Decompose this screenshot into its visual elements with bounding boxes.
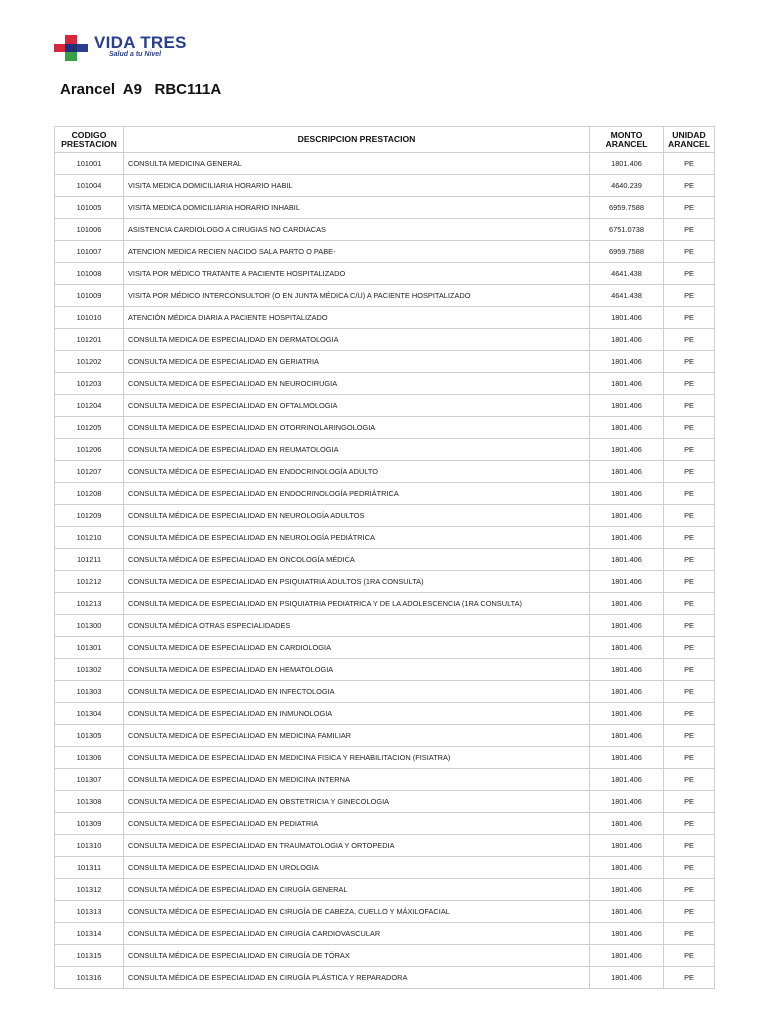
document-title: Arancel A9 RBC111A: [60, 81, 222, 98]
row-description: CONSULTA MÉDICA OTRAS ESPECIALIDADES: [124, 615, 590, 637]
row-description: CONSULTA MÉDICA DE ESPECIALIDAD EN ENDOCRINOLOGÍA ADULTO: [124, 461, 590, 483]
row-description: CONSULTA MÉDICA DE ESPECIALIDAD EN NEUROLOGÍA PEDIÁTRICA: [124, 527, 590, 549]
row-unit: PE: [664, 505, 715, 527]
row-unit: PE: [664, 439, 715, 461]
logo: [52, 34, 92, 62]
row-unit: PE: [664, 329, 715, 351]
row-description: CONSULTA MÉDICA DE ESPECIALIDAD EN CIRUGÍA DE TÓRAX: [124, 945, 590, 967]
row-unit: PE: [664, 747, 715, 769]
table-row: [55, 263, 715, 285]
tariff-table: [54, 126, 715, 989]
row-amount: 1801.406: [590, 901, 664, 923]
row-code: 101316: [55, 967, 124, 989]
row-code: 101202: [55, 351, 124, 373]
table-row: [55, 373, 715, 395]
row-unit: PE: [664, 263, 715, 285]
row-code: 101310: [55, 835, 124, 857]
row-code: 101205: [55, 417, 124, 439]
row-code: 101208: [55, 483, 124, 505]
row-amount: 1801.406: [590, 637, 664, 659]
row-description: CONSULTA MÉDICA DE ESPECIALIDAD EN ONCOLOGÍA MÉDICA: [124, 549, 590, 571]
table-row: [55, 769, 715, 791]
row-description: CONSULTA MEDICA DE ESPECIALIDAD EN PEDIATRIA: [124, 813, 590, 835]
row-amount: 4641.438: [590, 285, 664, 307]
table-row: [55, 923, 715, 945]
table-row: [55, 593, 715, 615]
row-amount: 1801.406: [590, 153, 664, 175]
table-row: [55, 549, 715, 571]
row-amount: 1801.406: [590, 549, 664, 571]
table-row: [55, 813, 715, 835]
row-unit: PE: [664, 417, 715, 439]
row-amount: 6751.0738: [590, 219, 664, 241]
column-header-code: CODIGO PRESTACION: [55, 127, 124, 153]
row-description: VISITA POR MÉDICO INTERCONSULTOR (O EN JUNTA MÉDICA C/U) A PACIENTE HOSPITALIZADO: [124, 285, 590, 307]
row-unit: PE: [664, 373, 715, 395]
row-unit: PE: [664, 813, 715, 835]
row-amount: 6959.7588: [590, 197, 664, 219]
row-amount: 1801.406: [590, 945, 664, 967]
row-description: CONSULTA MEDICA DE ESPECIALIDAD EN OTORRINOLARINGOLOGIA: [124, 417, 590, 439]
row-amount: 1801.406: [590, 703, 664, 725]
row-code: 101008: [55, 263, 124, 285]
table-row: [55, 153, 715, 175]
row-code: 101004: [55, 175, 124, 197]
row-code: 101304: [55, 703, 124, 725]
table-row: [55, 967, 715, 989]
row-unit: PE: [664, 659, 715, 681]
row-code: 101001: [55, 153, 124, 175]
row-amount: 1801.406: [590, 791, 664, 813]
table-row: [55, 703, 715, 725]
table-row: [55, 483, 715, 505]
row-code: 101005: [55, 197, 124, 219]
row-amount: 1801.406: [590, 769, 664, 791]
row-code: 101315: [55, 945, 124, 967]
row-description: CONSULTA MÉDICA DE ESPECIALIDAD EN CIRUGÍA DE CABEZA, CUELLO Y MÁXILOFACIAL: [124, 901, 590, 923]
row-amount: 1801.406: [590, 417, 664, 439]
row-description: CONSULTA MÉDICA DE ESPECIALIDAD EN CIRUGÍA GENERAL: [124, 879, 590, 901]
table-row: [55, 835, 715, 857]
row-description: CONSULTA MEDICA DE ESPECIALIDAD EN DERMATOLOGIA: [124, 329, 590, 351]
table-row: [55, 901, 715, 923]
table-row: [55, 461, 715, 483]
row-description: CONSULTA MÉDICA DE ESPECIALIDAD EN NEUROLOGÍA ADULTOS: [124, 505, 590, 527]
row-code: 101300: [55, 615, 124, 637]
row-amount: 4641.438: [590, 263, 664, 285]
row-code: 101302: [55, 659, 124, 681]
row-code: 101206: [55, 439, 124, 461]
table-row: [55, 681, 715, 703]
row-unit: PE: [664, 593, 715, 615]
row-description: ATENCIÓN MÉDICA DIARIA A PACIENTE HOSPITALIZADO: [124, 307, 590, 329]
row-description: CONSULTA MEDICA DE ESPECIALIDAD EN PSIQUIATRIA ADULTOS (1RA CONSULTA): [124, 571, 590, 593]
row-code: 101210: [55, 527, 124, 549]
row-unit: PE: [664, 681, 715, 703]
row-description: CONSULTA MÉDICA DE ESPECIALIDAD EN CIRUGÍA PLÁSTICA Y REPARADORA: [124, 967, 590, 989]
row-description: CONSULTA MEDICA DE ESPECIALIDAD EN OFTALMOLOGIA: [124, 395, 590, 417]
row-amount: 1801.406: [590, 835, 664, 857]
row-description: CONSULTA MEDICA DE ESPECIALIDAD EN MEDICINA FISICA Y REHABILITACION (FISIATRA): [124, 747, 590, 769]
row-description: CONSULTA MEDICA DE ESPECIALIDAD EN TRAUMATOLOGIA Y ORTOPEDIA: [124, 835, 590, 857]
table-row: [55, 747, 715, 769]
row-amount: 4640.239: [590, 175, 664, 197]
row-description: CONSULTA MEDICA DE ESPECIALIDAD EN CARDIOLOGIA: [124, 637, 590, 659]
row-code: 101207: [55, 461, 124, 483]
row-description: CONSULTA MEDICA DE ESPECIALIDAD EN HEMATOLOGIA: [124, 659, 590, 681]
row-description: CONSULTA MEDICA DE ESPECIALIDAD EN GERIATRIA: [124, 351, 590, 373]
row-unit: PE: [664, 725, 715, 747]
table-row: [55, 307, 715, 329]
row-amount: 1801.406: [590, 593, 664, 615]
row-amount: 1801.406: [590, 813, 664, 835]
table-row: [55, 439, 715, 461]
column-header-amount: MONTO ARANCEL: [590, 127, 664, 153]
row-unit: PE: [664, 241, 715, 263]
row-unit: PE: [664, 923, 715, 945]
row-code: 101204: [55, 395, 124, 417]
row-unit: PE: [664, 571, 715, 593]
row-amount: 1801.406: [590, 923, 664, 945]
table-row: [55, 351, 715, 373]
row-code: 101313: [55, 901, 124, 923]
row-code: 101007: [55, 241, 124, 263]
row-amount: 1801.406: [590, 747, 664, 769]
row-amount: 1801.406: [590, 967, 664, 989]
row-description: ATENCION MEDICA RECIEN NACIDO SALA PARTO O PABE-: [124, 241, 590, 263]
row-code: 101305: [55, 725, 124, 747]
table-row: [55, 945, 715, 967]
row-description: CONSULTA MEDICA DE ESPECIALIDAD EN PSIQUIATRIA PEDIATRICA Y DE LA ADOLESCENCIA (1RA CONSULTA): [124, 593, 590, 615]
row-amount: 1801.406: [590, 725, 664, 747]
row-code: 101309: [55, 813, 124, 835]
row-amount: 1801.406: [590, 659, 664, 681]
row-amount: 1801.406: [590, 395, 664, 417]
row-amount: 1801.406: [590, 527, 664, 549]
row-unit: PE: [664, 395, 715, 417]
table-body: [55, 153, 715, 989]
row-unit: PE: [664, 769, 715, 791]
row-amount: 1801.406: [590, 879, 664, 901]
row-unit: PE: [664, 527, 715, 549]
row-amount: 1801.406: [590, 483, 664, 505]
row-code: 101006: [55, 219, 124, 241]
column-header-description: DESCRIPCION PRESTACION: [124, 127, 590, 153]
row-code: 101301: [55, 637, 124, 659]
table-row: [55, 527, 715, 549]
row-code: 101308: [55, 791, 124, 813]
row-unit: PE: [664, 901, 715, 923]
row-amount: 1801.406: [590, 505, 664, 527]
row-amount: 1801.406: [590, 373, 664, 395]
row-description: VISITA POR MÉDICO TRATANTE A PACIENTE HOSPITALIZADO: [124, 263, 590, 285]
row-description: CONSULTA MEDICA DE ESPECIALIDAD EN NEUROCIRUGIA: [124, 373, 590, 395]
row-code: 101010: [55, 307, 124, 329]
row-unit: PE: [664, 615, 715, 637]
row-unit: PE: [664, 549, 715, 571]
table-row: [55, 615, 715, 637]
brand-name: VIDA TRES: [94, 33, 187, 52]
row-unit: PE: [664, 967, 715, 989]
row-code: 101306: [55, 747, 124, 769]
table-row: [55, 417, 715, 439]
row-amount: 1801.406: [590, 439, 664, 461]
table-row: [55, 725, 715, 747]
row-unit: PE: [664, 945, 715, 967]
row-description: CONSULTA MÉDICA DE ESPECIALIDAD EN ENDOCRINOLOGÍA PEDRIÁTRICA: [124, 483, 590, 505]
table-row: [55, 505, 715, 527]
row-amount: 1801.406: [590, 857, 664, 879]
row-code: 101212: [55, 571, 124, 593]
table-row: [55, 791, 715, 813]
row-unit: PE: [664, 791, 715, 813]
row-description: CONSULTA MEDICA DE ESPECIALIDAD EN INMUNOLOGIA: [124, 703, 590, 725]
table-row: [55, 197, 715, 219]
row-description: CONSULTA MEDICA DE ESPECIALIDAD EN OBSTETRICIA Y GINECOLOGIA: [124, 791, 590, 813]
row-unit: PE: [664, 879, 715, 901]
row-unit: PE: [664, 637, 715, 659]
table-row: [55, 857, 715, 879]
cross-logo-icon: [52, 34, 92, 62]
row-amount: 1801.406: [590, 571, 664, 593]
row-code: 101203: [55, 373, 124, 395]
row-description: VISITA MEDICA DOMICILIARIA HORARIO HABIL: [124, 175, 590, 197]
row-amount: 1801.406: [590, 681, 664, 703]
row-unit: PE: [664, 351, 715, 373]
row-code: 101311: [55, 857, 124, 879]
row-amount: 1801.406: [590, 461, 664, 483]
table-row: [55, 571, 715, 593]
row-code: 101211: [55, 549, 124, 571]
table-row: [55, 395, 715, 417]
row-description: CONSULTA MEDICA DE ESPECIALIDAD EN REUMATOLOGIA: [124, 439, 590, 461]
row-amount: 1801.406: [590, 329, 664, 351]
table-row: [55, 175, 715, 197]
row-code: 101213: [55, 593, 124, 615]
row-code: 101312: [55, 879, 124, 901]
row-code: 101303: [55, 681, 124, 703]
row-unit: PE: [664, 153, 715, 175]
table-row: [55, 241, 715, 263]
row-description: CONSULTA MEDICA DE ESPECIALIDAD EN MEDICINA INTERNA: [124, 769, 590, 791]
row-amount: 1801.406: [590, 615, 664, 637]
row-code: 101201: [55, 329, 124, 351]
row-code: 101314: [55, 923, 124, 945]
row-description: VISITA MEDICA DOMICILIARIA HORARIO INHABIL: [124, 197, 590, 219]
row-unit: PE: [664, 219, 715, 241]
row-unit: PE: [664, 461, 715, 483]
row-unit: PE: [664, 197, 715, 219]
row-unit: PE: [664, 285, 715, 307]
table-row: [55, 637, 715, 659]
row-code: 101307: [55, 769, 124, 791]
row-description: CONSULTA MEDICA DE ESPECIALIDAD EN INFECTOLOGIA: [124, 681, 590, 703]
table-row: [55, 659, 715, 681]
column-header-unit: UNIDAD ARANCEL: [664, 127, 715, 153]
row-unit: PE: [664, 483, 715, 505]
row-amount: 1801.406: [590, 307, 664, 329]
table-row: [55, 879, 715, 901]
row-description: CONSULTA MEDICINA GENERAL: [124, 153, 590, 175]
row-amount: 6959.7588: [590, 241, 664, 263]
row-unit: PE: [664, 307, 715, 329]
row-unit: PE: [664, 175, 715, 197]
row-description: CONSULTA MEDICA DE ESPECIALIDAD EN UROLOGIA: [124, 857, 590, 879]
row-unit: PE: [664, 835, 715, 857]
table-row: [55, 285, 715, 307]
brand-tagline: Salud a tu Nivel: [109, 51, 162, 58]
table-row: [55, 329, 715, 351]
row-code: 101209: [55, 505, 124, 527]
table-header-row: [55, 127, 715, 153]
row-unit: PE: [664, 703, 715, 725]
row-amount: 1801.406: [590, 351, 664, 373]
row-code: 101009: [55, 285, 124, 307]
row-unit: PE: [664, 857, 715, 879]
row-description: ASISTENCIA CARDIOLOGO A CIRUGIAS NO CARDIACAS: [124, 219, 590, 241]
row-description: CONSULTA MÉDICA DE ESPECIALIDAD EN CIRUGÍA CARDIOVASCULAR: [124, 923, 590, 945]
table-row: [55, 219, 715, 241]
row-description: CONSULTA MEDICA DE ESPECIALIDAD EN MEDICINA FAMILIAR: [124, 725, 590, 747]
